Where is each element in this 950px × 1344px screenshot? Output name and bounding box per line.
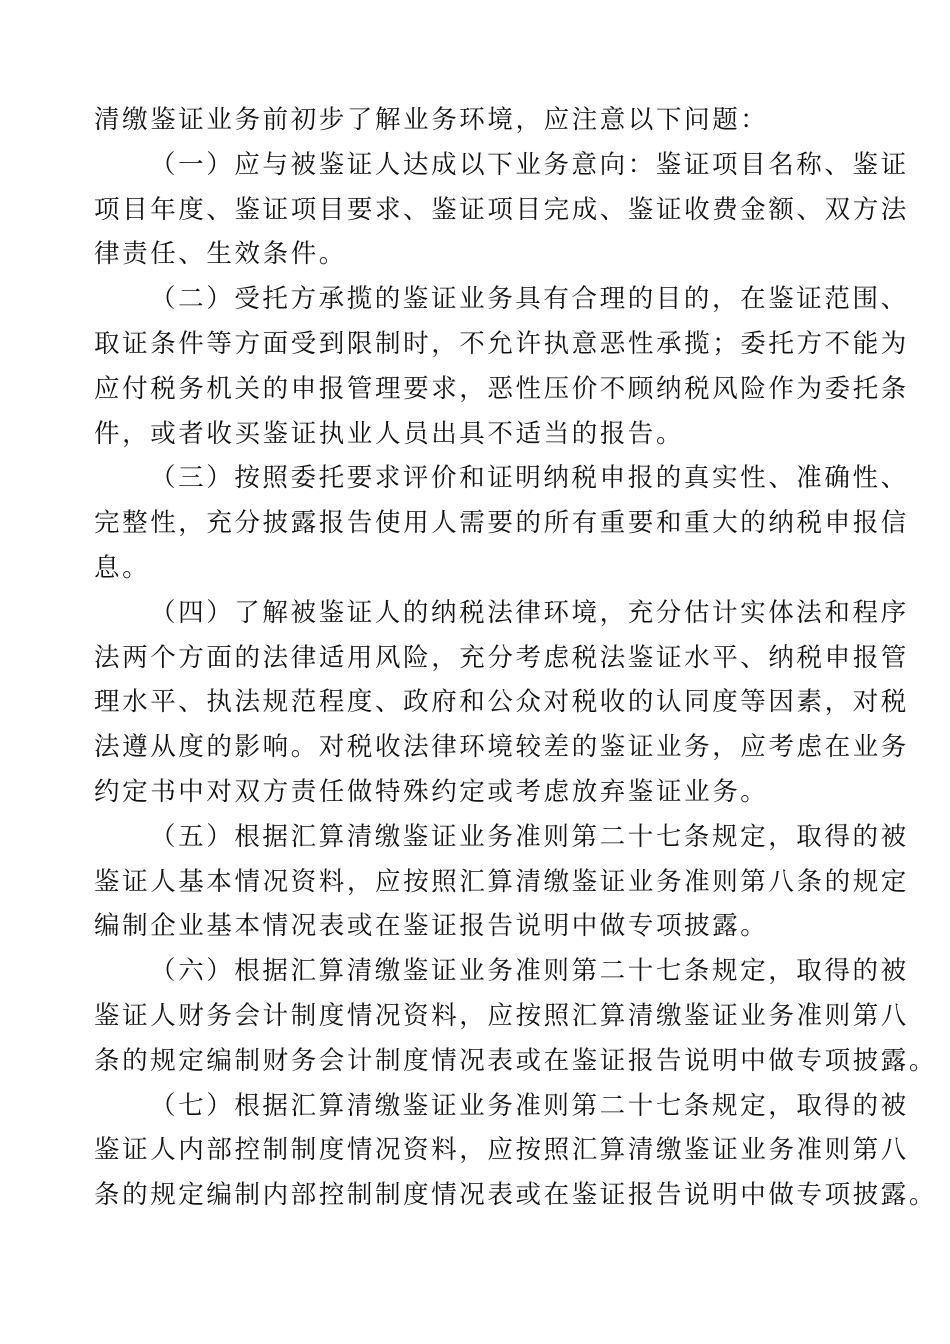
document-body	[94, 98, 938, 1218]
text-line: 条的规定编制财务会计制度情况表或在鉴证报告说明中做专项披露。	[94, 1045, 938, 1076]
text-line: 息。	[94, 552, 151, 583]
text-line: （二）受托方承揽的鉴证业务具有合理的目的，在鉴证范围、	[150, 284, 909, 315]
text-line: 条的规定编制内部控制制度情况表或在鉴证报告说明中做专项披露。	[94, 1180, 938, 1211]
text-line: （三）按照委托要求评价和证明纳税申报的真实性、准确性、	[150, 463, 909, 494]
text-line: （一）应与被鉴证人达成以下业务意向：鉴证项目名称、鉴证	[150, 149, 909, 180]
text-line: 应付税务机关的申报管理要求，恶性压价不顾纳税风险作为委托条	[94, 373, 909, 404]
text-line: 鉴证人财务会计制度情况资料，应按照汇算清缴鉴证业务准则第八	[94, 1000, 909, 1031]
text-line: 编制企业基本情况表或在鉴证报告说明中做专项披露。	[94, 911, 769, 942]
text-line: 理水平、执法规范程度、政府和公众对税收的认同度等因素，对税	[94, 687, 909, 718]
text-line: 完整性，充分披露报告使用人需要的所有重要和重大的纳税申报信	[94, 508, 909, 539]
text-line: 鉴证人内部控制制度情况资料，应按照汇算清缴鉴证业务准则第八	[94, 1135, 909, 1166]
text-line: 法遵从度的影响。对税收法律环境较差的鉴证业务，应考虑在业务	[94, 732, 909, 763]
text-line: 取证条件等方面受到限制时，不允许执意恶性承揽；委托方不能为	[94, 328, 909, 359]
text-line: （四）了解被鉴证人的纳税法律环境，充分估计实体法和程序	[150, 597, 909, 628]
text-line: 约定书中对双方责任做特殊约定或考虑放弃鉴证业务。	[94, 776, 769, 807]
text-line: （七）根据汇算清缴鉴证业务准则第二十七条规定，取得的被	[150, 1090, 909, 1121]
text-line: （五）根据汇算清缴鉴证业务准则第二十七条规定，取得的被	[150, 821, 909, 852]
text-line: 件，或者收买鉴证执业人员出具不适当的报告。	[94, 418, 685, 449]
text-line: 律责任、生效条件。	[94, 239, 347, 270]
text-line: 清缴鉴证业务前初步了解业务环境，应注意以下问题：	[94, 105, 769, 135]
text-line: 鉴证人基本情况资料，应按照汇算清缴鉴证业务准则第八条的规定	[94, 866, 909, 897]
text-line: 法两个方面的法律适用风险，充分考虑税法鉴证水平、纳税申报管	[94, 642, 909, 673]
text-line: （六）根据汇算清缴鉴证业务准则第二十七条规定，取得的被	[150, 956, 909, 987]
text-line: 项目年度、鉴证项目要求、鉴证项目完成、鉴证收费金额、双方法	[94, 194, 909, 225]
